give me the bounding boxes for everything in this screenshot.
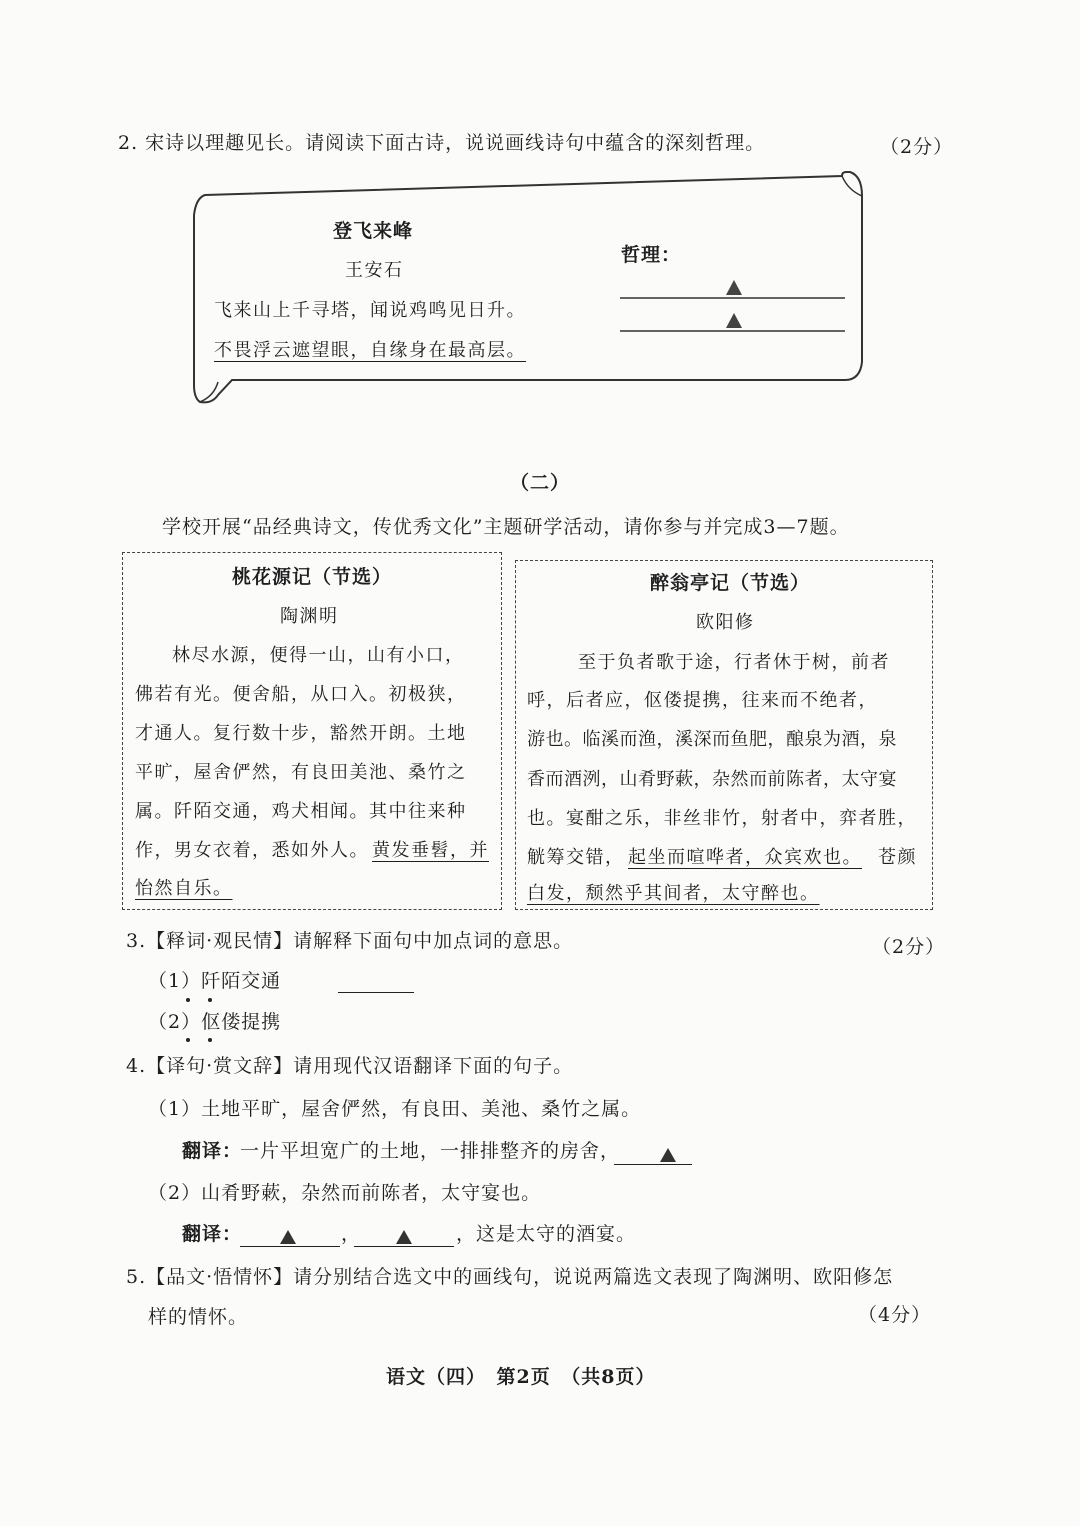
right-line: 也。宴酣之乐，非丝非竹，射者中，弈者胜， [527,808,917,829]
q3-item-1: （1）阡陌交通 [148,970,282,992]
left-line: 才通人。复行数十步，豁然开朗。土地 [135,723,467,744]
q4-trans2-label: 翻译： [182,1223,243,1245]
emphasis-dot [208,1038,212,1042]
q4-trans2-end: ，这是太守的酒宴。 [456,1223,637,1245]
section-heading: （二） [510,472,571,494]
left-title: 桃花源记（节选） [232,566,393,588]
q4-trans2-blank-1 [240,1228,340,1247]
poem-line-1: 飞来山上千寻塔，闻说鸡鸣见日升。 [214,300,526,321]
q3-answer-line-1 [338,992,414,993]
q5-prompt: 5.【品文·悟情怀】请分别结合选文中的画线句，说说两篇选文表现了陶渊明、欧阳修怎 [126,1266,894,1288]
right-line: 苍颜 [878,847,917,868]
right-line-underlined: 起坐而喧哗者，众宾欢也。 [628,847,862,868]
q4-item-2: （2）山肴野蔌，杂然而前陈者，太守宴也。 [148,1182,542,1204]
q2-score: （2分） [880,136,954,158]
q3-prompt: 3.【释词·观民情】请解释下面句中加点词的意思。 [126,930,574,952]
right-line: 至于负者歌于途，行者休于树，前者 [578,652,890,673]
blank-marker-icon [396,1230,412,1244]
q5-prompt-cont: 样的情怀。 [148,1306,249,1328]
q4-trans1-blank [614,1146,692,1165]
q2-prompt: 2. 宋诗以理趣见长。请阅读下面古诗，说说画线诗句中蕴含的深刻哲理。 [118,132,766,154]
q5-score: （4分） [858,1304,932,1326]
right-line: 觥筹交错， [527,847,625,868]
left-line: 属。阡陌交通，鸡犬相闻。其中往来种 [135,801,467,822]
q4-prompt: 4.【译句·赏文辞】请用现代汉语翻译下面的句子。 [126,1055,574,1077]
emphasis-dot [186,998,190,1002]
poem-title: 登飞来峰 [333,220,414,242]
blank-marker-icon [280,1230,296,1244]
left-line-underlined: 怡然自乐。 [135,878,233,899]
poem-line-2-underlined: 不畏浮云遮望眼，自缘身在最高层。 [214,340,526,361]
left-author: 陶渊明 [280,606,339,627]
q4-item-1: （1）土地平旷，屋舍俨然，有良田、美池、桑竹之属。 [148,1098,642,1120]
blank-marker-icon [660,1148,676,1162]
right-line-underlined: 白发，颓然乎其间者，太守醉也。 [527,883,820,904]
poem-author: 王安石 [345,260,404,281]
left-line: 作，男女衣着，悉如外人。 [135,840,369,861]
right-author: 欧阳修 [696,612,755,633]
q3-score: （2分） [872,936,946,958]
q4-trans1-text: 一片平坦宽广的土地，一排排整齐的房舍， [240,1140,621,1162]
section-intro: 学校开展“品经典诗文，传优秀文化”主题研学活动，请你参与并完成3—7题。 [162,516,850,538]
emphasis-dot [186,1038,190,1042]
q3-item-2: （2）伛偻提携 [148,1011,282,1033]
right-title: 醉翁亭记（节选） [650,572,811,594]
left-line: 佛若有光。便舍船，从口入。初极狭， [135,684,467,705]
right-line: 香而酒洌，山肴野蔌，杂然而前陈者，太守宴 [527,769,897,790]
right-line: 游也。临溪而渔，溪深而鱼肥，酿泉为酒，泉 [527,729,897,750]
q4-trans1-label: 翻译： [182,1140,243,1162]
philosophy-label: 哲理： [621,244,682,266]
q4-trans2-blank-2 [354,1228,454,1247]
q4-trans2-sep: ， [341,1223,362,1245]
emphasis-dot [208,998,212,1002]
left-line: 平旷，屋舍俨然，有良田美池、桑竹之 [135,762,467,783]
left-line-underlined: 黄发垂髫，并 [372,840,489,861]
left-line: 林尽水源，便得一山，山有小口， [172,645,465,666]
page-footer: 语文（四） 第2页 （共8页） [386,1366,656,1388]
right-line: 呼，后者应，伛偻提携，往来而不绝者， [527,690,878,711]
